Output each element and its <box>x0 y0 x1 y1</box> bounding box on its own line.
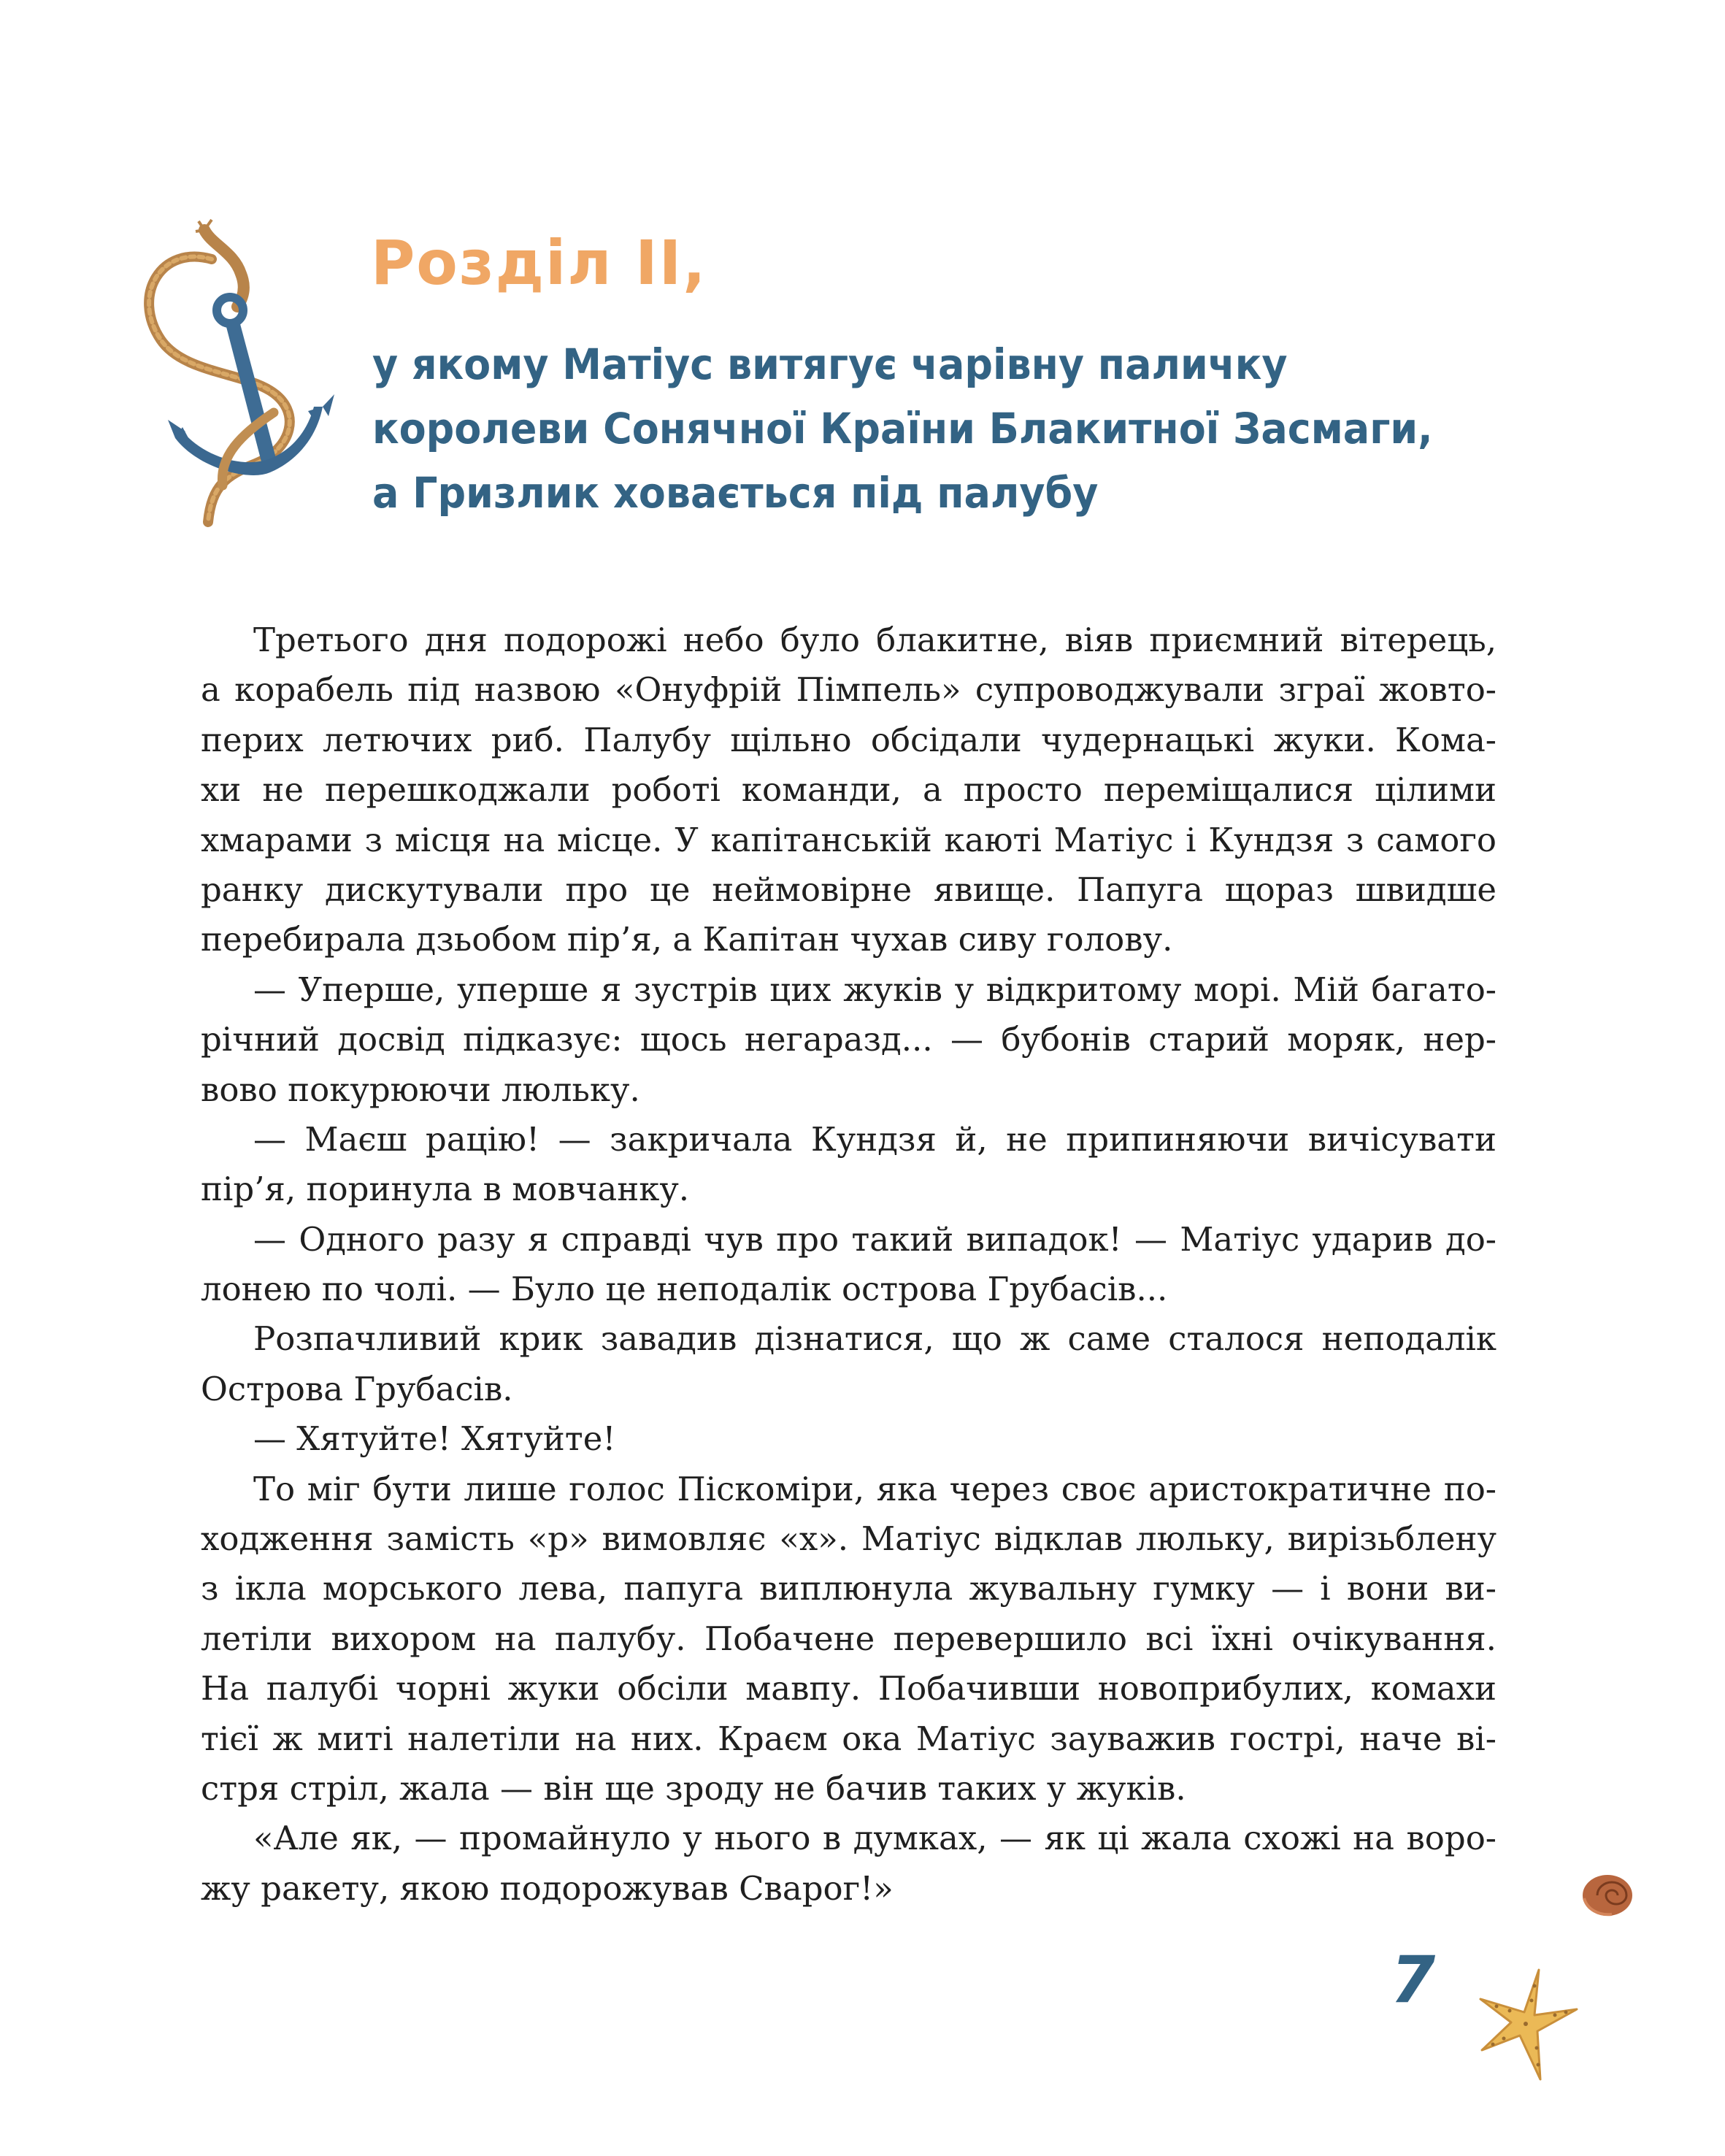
text-line: пір’я, поринула в мовчанку. <box>201 1170 690 1209</box>
text-line: перих летючих риб. Палубу щільно обсідали чудернацькі жуки. Кома- <box>201 720 1497 759</box>
text-line: — Одного разу я справді чув про такий випадок! — Матіус ударив до- <box>253 1219 1497 1259</box>
text-line: ранку дискутували про це неймовірне явище. Папуга щораз швидше <box>201 870 1497 909</box>
text-line: хмарами з місця на місце. У капітанській каюті Матіус і Кундзя з самого <box>201 820 1497 859</box>
text-line: Острова Грубасів. <box>201 1369 513 1408</box>
shell-icon <box>1577 1869 1635 1920</box>
text-line: ходження замість «р» вимовляє «х». Матіус відклав люльку, вирізьблену <box>201 1519 1497 1559</box>
chapter-title: Розділ II, <box>371 227 707 299</box>
text-line: — Хятуйте! Хятуйте! <box>253 1419 616 1459</box>
text-line: Розпачливий крик завадив дізнатися, що ж саме сталося неподалік <box>253 1319 1497 1359</box>
text-line: тієї ж миті налетіли на них. Краєм ока Матіус зауважив гострі, наче ві- <box>201 1719 1497 1758</box>
text-line: а корабель під назвою «Онуфрій Пімпель» супроводжували зграї жовто- <box>201 670 1497 710</box>
text-line: На палубі чорні жуки обсіли мавпу. Побачивши новоприбулих, комахи <box>201 1669 1497 1708</box>
text-line: жу ракету, якою подорожував Сварог!» <box>201 1868 894 1908</box>
subtitle-line: у якому Матіус витягує чарівну паличку <box>372 339 1288 389</box>
chapter-subtitle <box>372 332 1540 525</box>
text-line: хи не перешкоджали роботі команди, а просто переміщалися цілими <box>201 770 1497 810</box>
text-line: То міг бути лише голос Піскоміри, яка через своє аристократичне по- <box>253 1469 1497 1508</box>
text-line: річний досвід підказує: щось негаразд... — бубонів старий моряк, нер- <box>201 1020 1497 1059</box>
text-line: Третього дня подорожі небо було блакитне, віяв приємний вітерець, <box>253 621 1497 659</box>
text-line: летіли вихором на палубу. Побачене перевершило всі їхні очікування. <box>201 1619 1497 1658</box>
text-line: вово покурюючи люльку. <box>201 1070 640 1109</box>
text-line: перебирала дзьобом пір’я, а Капітан чухав сиву голову. <box>201 920 1173 959</box>
text-line: лонею по чолі. — Було це неподалік острова Грубасів... <box>201 1270 1168 1309</box>
subtitle-line: а Гризлик ховається під палубу <box>372 468 1099 518</box>
anchor-icon <box>131 215 350 529</box>
text-line: — Маєш рацію! — закричала Кундзя й, не припиняючи вичісувати <box>253 1119 1497 1159</box>
body-text <box>201 615 1497 1914</box>
text-line: «Але як, — промайнуло у нього в думках, — як ці жала схожі на воро- <box>253 1819 1497 1858</box>
subtitle-line: королеви Сонячної Країни Блакитної Засмаги, <box>372 404 1433 453</box>
text-line: — Уперше, уперше я зустрів цих жуків у відкритому морі. Мій багато- <box>253 970 1497 1009</box>
text-line: стря стріл, жала — він ще зроду не бачив таких у жуків. <box>201 1768 1186 1808</box>
text-line: з ікла морського лева, папуга виплюнула жувальну гумку — і вони ви- <box>201 1569 1497 1608</box>
starfish-icon <box>1467 1964 1584 2084</box>
page-number: 7 <box>1391 1942 1436 2017</box>
